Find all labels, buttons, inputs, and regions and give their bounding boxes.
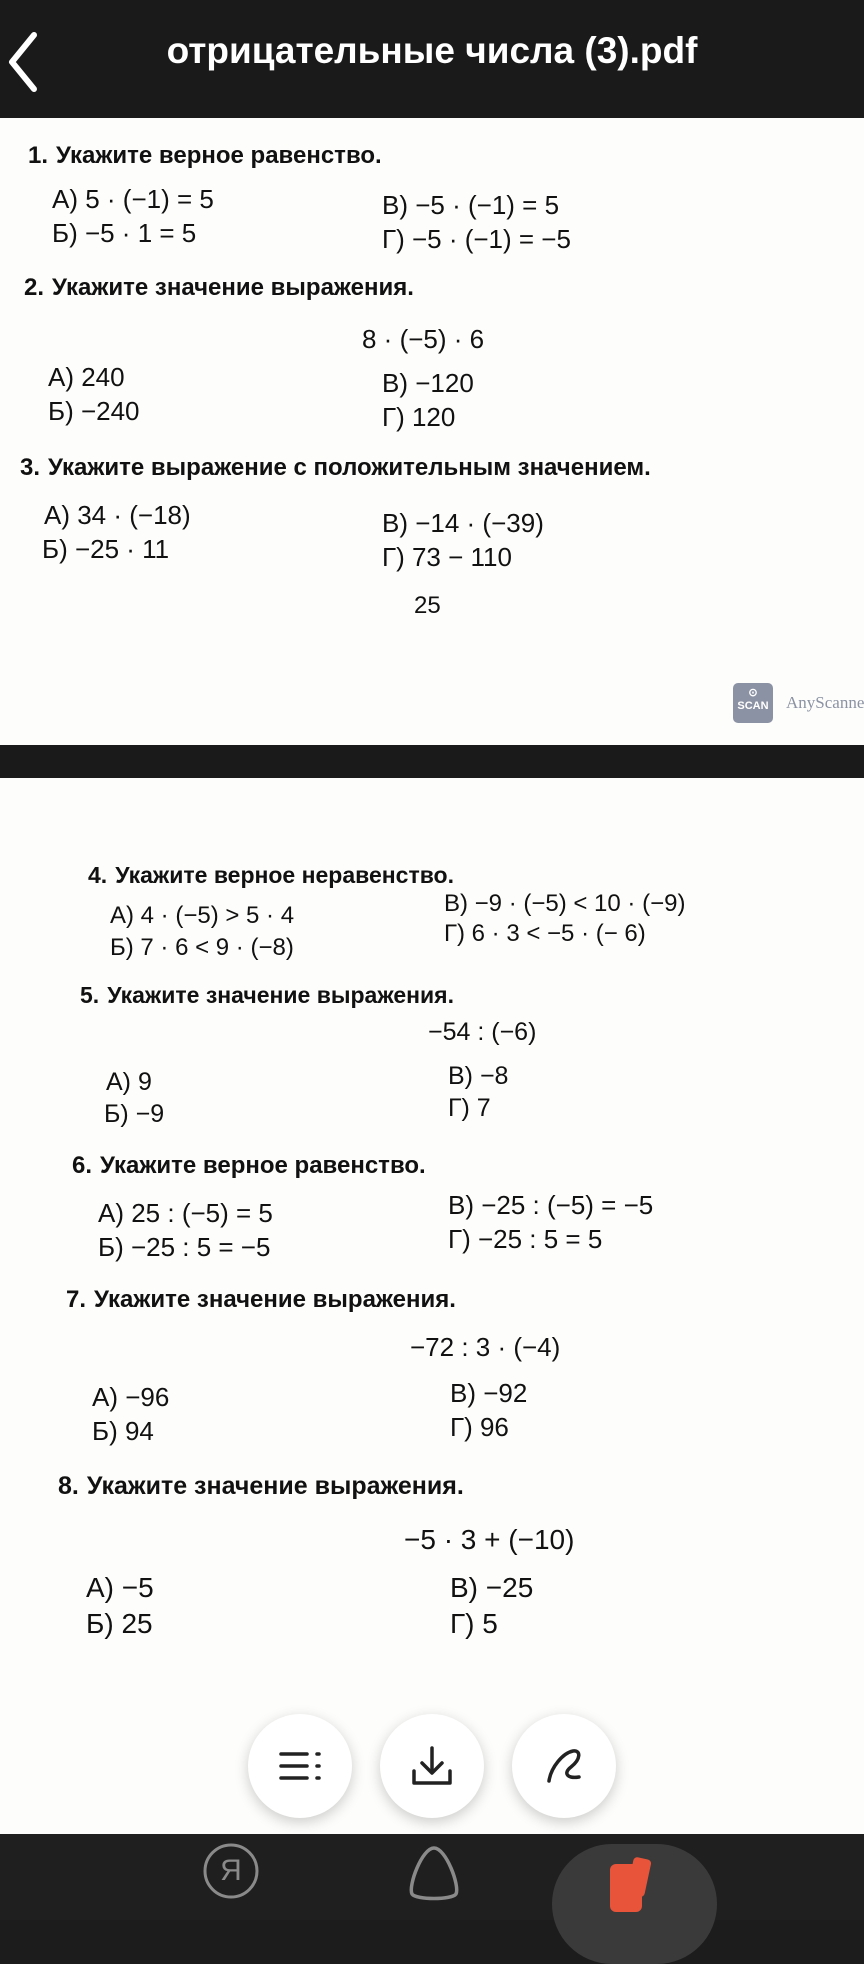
question-6	[72, 1152, 426, 1180]
option-v: В) −5 · (−1) = 5	[382, 190, 560, 220]
alice-icon	[404, 1842, 464, 1902]
option-v: В) −14 · (−39)	[382, 508, 544, 538]
option-v: В) −25	[450, 1572, 534, 1603]
download-icon	[409, 1743, 455, 1789]
option-b: Б) −25 : 5 = −5	[98, 1232, 271, 1262]
option-g: Г) −25 : 5 = 5	[448, 1224, 603, 1254]
question-number: 4.	[88, 862, 108, 888]
expression: −54 : (−6)	[428, 1018, 537, 1046]
expression: −72 : 3 · (−4)	[410, 1332, 561, 1362]
question-8	[58, 1472, 464, 1501]
expression: −5 · 3 + (−10)	[404, 1524, 575, 1555]
contents-button[interactable]	[248, 1714, 352, 1818]
question-number: 1.	[28, 142, 49, 169]
question-text: Укажите верное неравенство.	[115, 862, 454, 888]
question-text: Укажите верное равенство.	[100, 1152, 426, 1179]
pdf-page-1	[0, 118, 864, 745]
option-a: А) 9	[106, 1068, 152, 1096]
scanner-label: AnyScanne	[786, 693, 864, 712]
top-bar	[0, 0, 864, 118]
question-number: 7.	[66, 1286, 87, 1313]
option-v: В) −9 · (−5) < 10 · (−9)	[444, 890, 686, 917]
question-text: Укажите верное равенство.	[56, 142, 382, 169]
option-g: Г) 7	[448, 1094, 491, 1122]
option-g: Г) 120	[382, 402, 456, 432]
question-text: Укажите значение выражения.	[107, 982, 454, 1008]
question-number: 5.	[80, 982, 100, 1008]
option-v: В) −25 : (−5) = −5	[448, 1190, 654, 1220]
question-4	[88, 862, 454, 889]
option-v: В) −120	[382, 368, 474, 398]
question-3	[20, 454, 651, 482]
question-number: 3.	[20, 454, 41, 481]
nav-yandex[interactable]: Я	[202, 1842, 260, 1905]
option-a: А) 4 · (−5) > 5 · 4	[110, 902, 295, 929]
question-2	[24, 274, 414, 302]
nav-alice[interactable]	[404, 1842, 464, 1907]
question-number: 6.	[72, 1152, 93, 1179]
option-b: Б) −9	[104, 1100, 165, 1128]
bottom-nav	[0, 1834, 864, 1920]
option-a: А) 5 · (−1) = 5	[52, 184, 214, 214]
option-b: Б) −5 · 1 = 5	[52, 218, 197, 248]
option-v: В) −8	[448, 1062, 509, 1090]
option-a: А) −5	[86, 1572, 154, 1603]
expression: 8 · (−5) · 6	[362, 324, 485, 354]
tabs-icon	[604, 1856, 664, 1916]
pen-icon	[541, 1743, 587, 1789]
option-b: Б) 94	[92, 1416, 154, 1446]
question-text: Укажите выражение с положительным значением.	[48, 454, 651, 481]
option-b: Б) 25	[86, 1608, 153, 1639]
document-title: отрицательные числа (3).pdf	[166, 30, 698, 71]
scan-logo-icon: ⊙ SCAN	[733, 683, 773, 723]
question-number: 8.	[58, 1472, 79, 1500]
download-button[interactable]	[380, 1714, 484, 1818]
option-g: Г) 6 · 3 < −5 · (− 6)	[444, 920, 646, 947]
page-number: 25	[414, 592, 441, 619]
option-b: Б) 7 · 6 < 9 · (−8)	[110, 934, 294, 961]
question-7	[66, 1286, 456, 1314]
question-text: Укажите значение выражения.	[86, 1472, 464, 1500]
nav-tabs[interactable]	[552, 1844, 717, 1964]
question-5	[80, 982, 454, 1009]
option-a: А) 240	[48, 362, 125, 392]
page-separator	[0, 745, 864, 778]
question-number: 2.	[24, 274, 45, 301]
question-text: Укажите значение выражения.	[52, 274, 414, 301]
question-text: Укажите значение выражения.	[94, 1286, 456, 1313]
option-b: Б) −240	[48, 396, 140, 426]
option-b: Б) −25 · 11	[42, 534, 170, 564]
option-g: Г) 96	[450, 1412, 509, 1442]
option-a: А) 34 · (−18)	[44, 500, 191, 530]
pdf-page-2	[0, 778, 864, 1834]
option-a: А) −96	[92, 1382, 170, 1412]
option-v: В) −92	[450, 1378, 528, 1408]
option-g: Г) 5	[450, 1608, 498, 1639]
option-g: Г) −5 · (−1) = −5	[382, 224, 571, 254]
option-g: Г) 73 − 110	[382, 542, 512, 572]
question-1	[28, 142, 382, 170]
option-a: А) 25 : (−5) = 5	[98, 1198, 273, 1228]
annotate-button[interactable]	[512, 1714, 616, 1818]
list-icon	[277, 1746, 323, 1786]
